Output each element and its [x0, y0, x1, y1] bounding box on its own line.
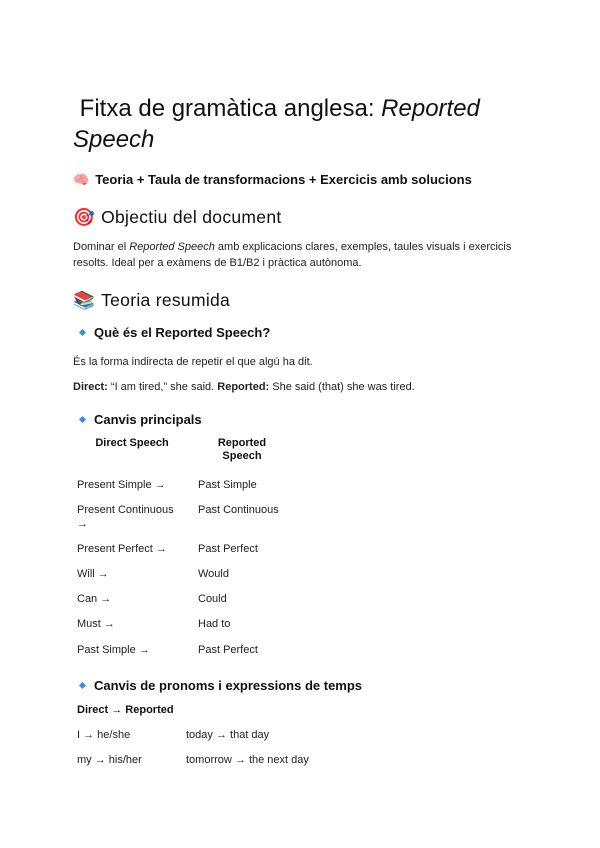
- example: [73, 381, 415, 394]
- cell-pronoun: I → he/she: [77, 729, 131, 741]
- page-title: [73, 95, 480, 124]
- example-direct-label: Direct:: [73, 381, 108, 393]
- objective-heading-text: Objectiu del document: [101, 207, 282, 227]
- main-changes-heading-text: Canvis principals: [94, 412, 202, 427]
- cell-direct: Can →: [77, 593, 112, 605]
- pronouns-heading: [77, 678, 362, 694]
- pronouns-heading-text: Canvis de pronoms i expressions de temps: [94, 678, 363, 693]
- example-reported: She said (that) she was tired.: [269, 381, 415, 393]
- cell-reported: Past Continuous: [198, 504, 279, 516]
- cell-reported: Past Perfect: [198, 543, 258, 555]
- cell-direct: Past Simple →: [77, 644, 150, 656]
- brain-icon: 🧠: [73, 172, 90, 187]
- objective-heading: [73, 207, 282, 228]
- cell-reported: Past Simple: [198, 479, 257, 491]
- cell-direct: Present Continuous →: [77, 504, 174, 530]
- cell-reported: Could: [198, 593, 227, 605]
- cell-reported: Would: [198, 568, 229, 580]
- diamond-bullet-icon: [79, 416, 86, 423]
- what-is-heading-text: Què és el Reported Speech?: [94, 325, 271, 340]
- subtitle-text: Teoria + Taula de transformacions + Exercicis amb solucions: [95, 172, 472, 187]
- example-reported-label: Reported:: [217, 381, 270, 393]
- title-italic: Reported: [381, 95, 480, 122]
- cell-direct: Must →: [77, 618, 115, 630]
- books-icon: 📚: [73, 290, 96, 310]
- diamond-bullet-icon: [79, 329, 86, 336]
- table-header-direct: Direct Speech: [95, 437, 169, 449]
- objective-text-italic: Reported Speech: [129, 241, 215, 253]
- cell-direct: Will →: [77, 568, 109, 580]
- theory-heading: [73, 290, 230, 311]
- page-title-line2: Speech: [73, 126, 155, 153]
- definition: És la forma indirecta de repetir el que algú ha dit.: [73, 356, 313, 368]
- subtitle: [73, 172, 472, 188]
- objective-text-1: Dominar el: [73, 241, 130, 253]
- cell-time-expression: tomorrow → the next day: [186, 754, 309, 766]
- cell-direct: Present Perfect →: [77, 543, 167, 555]
- target-icon: 🎯: [73, 207, 96, 227]
- cell-reported: Past Perfect: [198, 644, 258, 656]
- pronouns-table-header: Direct → Reported: [77, 704, 174, 716]
- table-header-reported: Reported Speech: [217, 437, 267, 463]
- main-changes-heading: [77, 412, 202, 428]
- cell-reported: Had to: [198, 618, 231, 630]
- objective-text-line2: resolts. Ideal per a exàmens de B1/B2 i pràctica autònoma.: [73, 257, 362, 269]
- cell-time-expression: today → that day: [186, 729, 270, 741]
- theory-heading-text: Teoria resumida: [101, 290, 231, 310]
- cell-pronoun: my → his/her: [77, 754, 142, 766]
- title-text: Fitxa de gramàtica anglesa:: [79, 95, 382, 122]
- objective-text-2: amb explicacions clares, exemples, taules visuals i exercicis: [214, 241, 512, 253]
- cell-direct: Present Simple →: [77, 479, 166, 491]
- example-direct: “I am tired,” she said.: [107, 381, 218, 393]
- objective-text: [73, 241, 511, 254]
- diamond-bullet-icon: [79, 682, 86, 689]
- what-is-heading: [77, 325, 270, 341]
